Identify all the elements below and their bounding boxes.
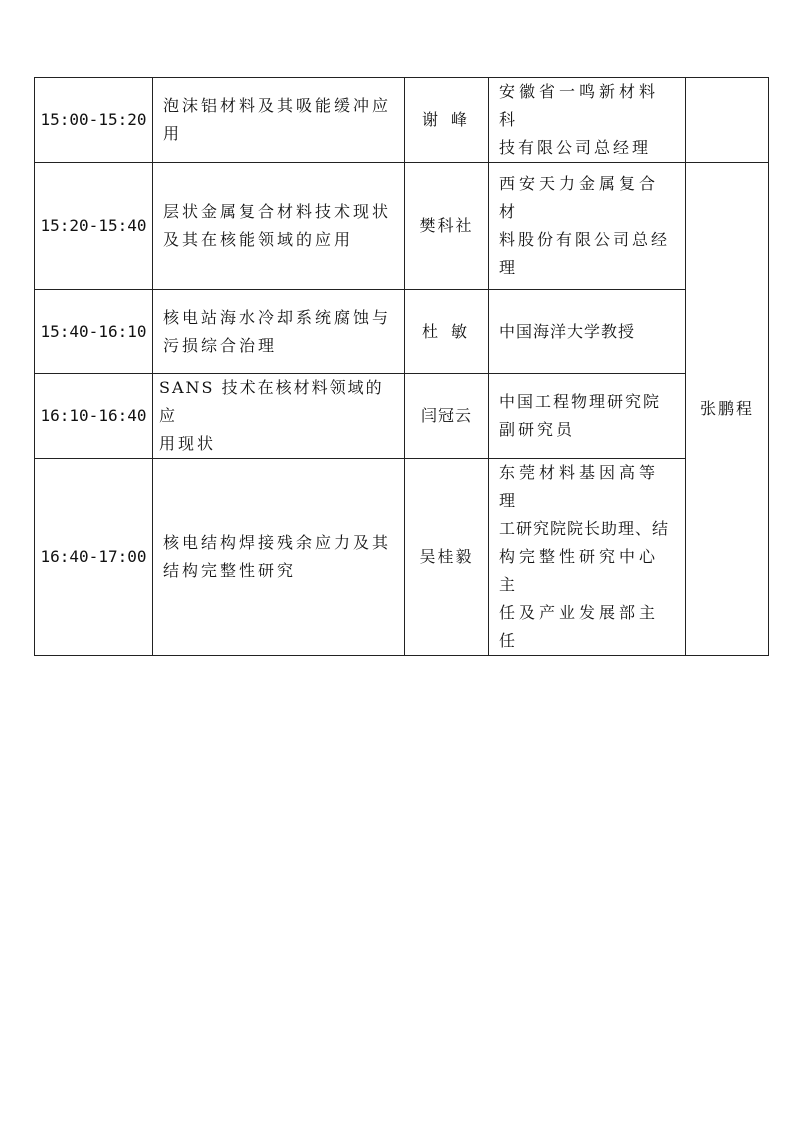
speaker-cell: 吴桂毅 [405, 459, 489, 656]
host-cell: 张鹏程 [686, 163, 769, 656]
host-cell-empty [686, 78, 769, 163]
topic-line: 及其在核能领域的应用 [163, 230, 354, 249]
time-cell: 16:10-16:40 [35, 374, 153, 459]
speaker-cell: 杜 敏 [405, 290, 489, 374]
topic-cell [153, 163, 405, 290]
org-cell [489, 374, 686, 459]
org-line: 料股份有限公司总经 [499, 230, 671, 249]
topic-cell [153, 459, 405, 656]
org-cell [489, 163, 686, 290]
speaker-cell: 闫冠云 [405, 374, 489, 459]
topic-line: 泡沫铝材料及其吸能缓冲应 [163, 96, 392, 115]
topic-cell [153, 290, 405, 374]
topic-line: 用 [163, 124, 183, 143]
topic-line: 层状金属复合材料技术现状 [163, 202, 392, 221]
speaker-cell: 樊科社 [405, 163, 489, 290]
table-row [35, 78, 769, 163]
table-row [35, 290, 769, 374]
topic-line: 核电站海水冷却系统腐蚀与 [163, 307, 392, 327]
org-line: 副研究员 [499, 420, 576, 439]
org-line: 构完整性研究中心主 [499, 547, 660, 594]
topic-line: 用现状 [159, 434, 217, 453]
org-cell [489, 78, 686, 163]
org-line: 中国工程物理研究院 [499, 392, 662, 411]
org-line: 任及产业发展部主任 [499, 603, 660, 650]
topic-cell [153, 78, 405, 163]
org-line: 技有限公司总经理 [499, 138, 652, 157]
topic-cell [153, 374, 405, 459]
time-cell: 15:40-16:10 [35, 290, 153, 374]
org-line: 西安天力金属复合材 [499, 174, 660, 221]
time-cell: 15:20-15:40 [35, 163, 153, 290]
org-line: 理 [499, 258, 519, 277]
speaker-cell: 谢 峰 [405, 78, 489, 163]
time-cell: 15:00-15:20 [35, 78, 153, 163]
table-row [35, 374, 769, 459]
table-row [35, 459, 769, 656]
org-line: 安徽省一鸣新材料科 [499, 82, 660, 129]
org-line: 中国海洋大学教授 [499, 321, 636, 341]
topic-line: 污损综合治理 [163, 335, 278, 355]
org-line: 工研究院院长助理、结 [499, 519, 670, 538]
table-row [35, 163, 769, 290]
org-line: 东莞材料基因高等理 [499, 463, 660, 510]
org-cell [489, 459, 686, 656]
schedule-table [34, 77, 769, 656]
org-cell [489, 290, 686, 374]
topic-line: 核电结构焊接残余应力及其 [163, 533, 392, 552]
time-cell: 16:40-17:00 [35, 459, 153, 656]
topic-line: SANS 技术在核材料领域的应 [159, 378, 384, 425]
topic-line: 结构完整性研究 [163, 561, 297, 580]
